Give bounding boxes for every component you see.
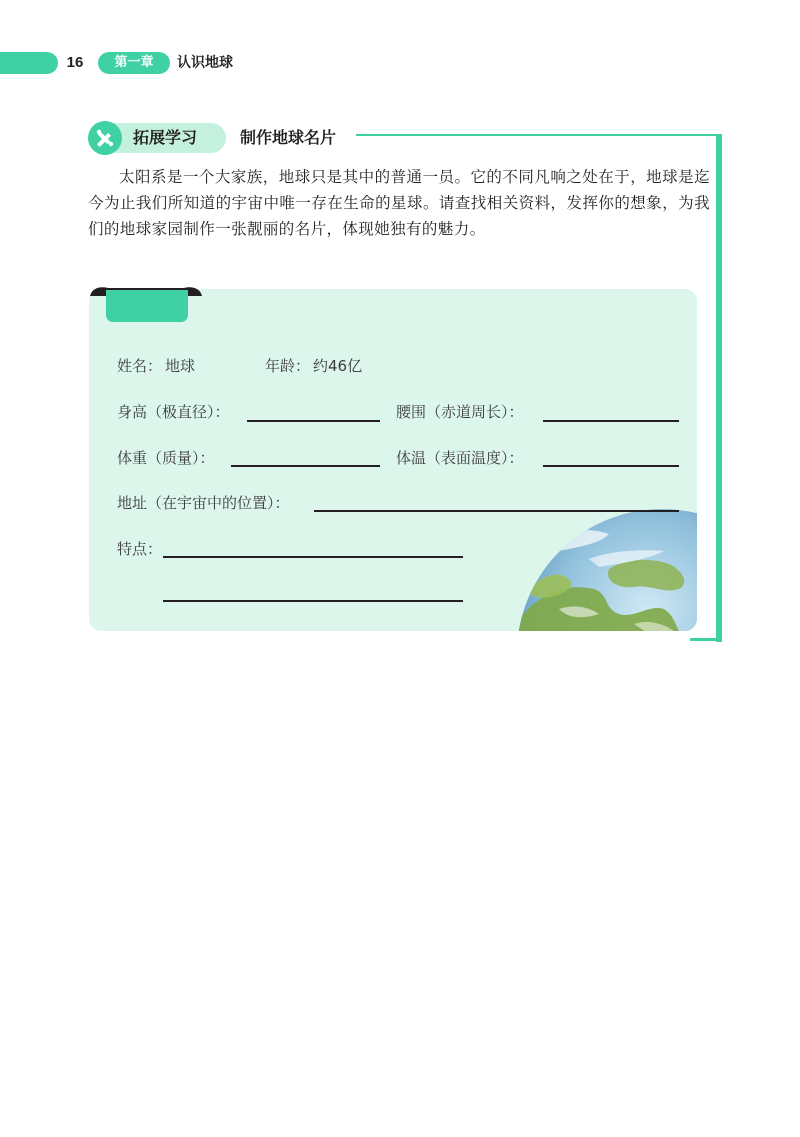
address-label: 地址（在宇宙中的位置）： xyxy=(117,494,290,512)
section-label: 拓展学习 xyxy=(133,128,198,147)
chapter-badge: 第一章 xyxy=(98,52,170,74)
temperature-blank[interactable] xyxy=(543,465,679,467)
waist-label: 腰围（赤道周长）： xyxy=(396,403,524,421)
chapter-title: 认识地球 xyxy=(177,55,233,71)
section-frame-top xyxy=(356,134,722,136)
section-frame-right xyxy=(716,134,722,642)
name-label: 姓名： xyxy=(117,357,163,375)
intro-paragraph: 太阳系是一个大家族，地球只是其中的普通一员。它的不同凡响之处在于，地球是迄今为止我们所知道的宇宙中唯一存在生命的星球。请查找相关资料，发挥你的想象，为我们的地球家园制作一张靓丽的名片，体现她独有的魅力。 xyxy=(88,168,710,238)
age-value: 约46亿 xyxy=(313,357,363,375)
features-label: 特点： xyxy=(117,540,163,558)
height-label: 身高（极直径）： xyxy=(117,403,230,421)
section-title: 制作地球名片 xyxy=(240,128,337,147)
section-frame-bottom xyxy=(690,638,722,641)
weight-label: 体重（质量）： xyxy=(117,449,215,467)
temperature-label: 体温（表面温度）： xyxy=(396,449,524,467)
card-tag-ribbon xyxy=(106,290,188,322)
page-number: 16 xyxy=(58,52,92,74)
waist-blank[interactable] xyxy=(543,420,679,422)
weight-blank[interactable] xyxy=(231,465,380,467)
features-blank-1[interactable] xyxy=(163,556,463,558)
age-label: 年龄： xyxy=(265,357,311,375)
address-blank[interactable] xyxy=(314,510,679,512)
card-tag xyxy=(86,284,206,324)
name-value: 地球 xyxy=(165,357,196,375)
features-blank-2[interactable] xyxy=(163,600,463,602)
tools-icon xyxy=(88,121,122,155)
height-blank[interactable] xyxy=(247,420,380,422)
header-accent-bar xyxy=(0,52,58,74)
